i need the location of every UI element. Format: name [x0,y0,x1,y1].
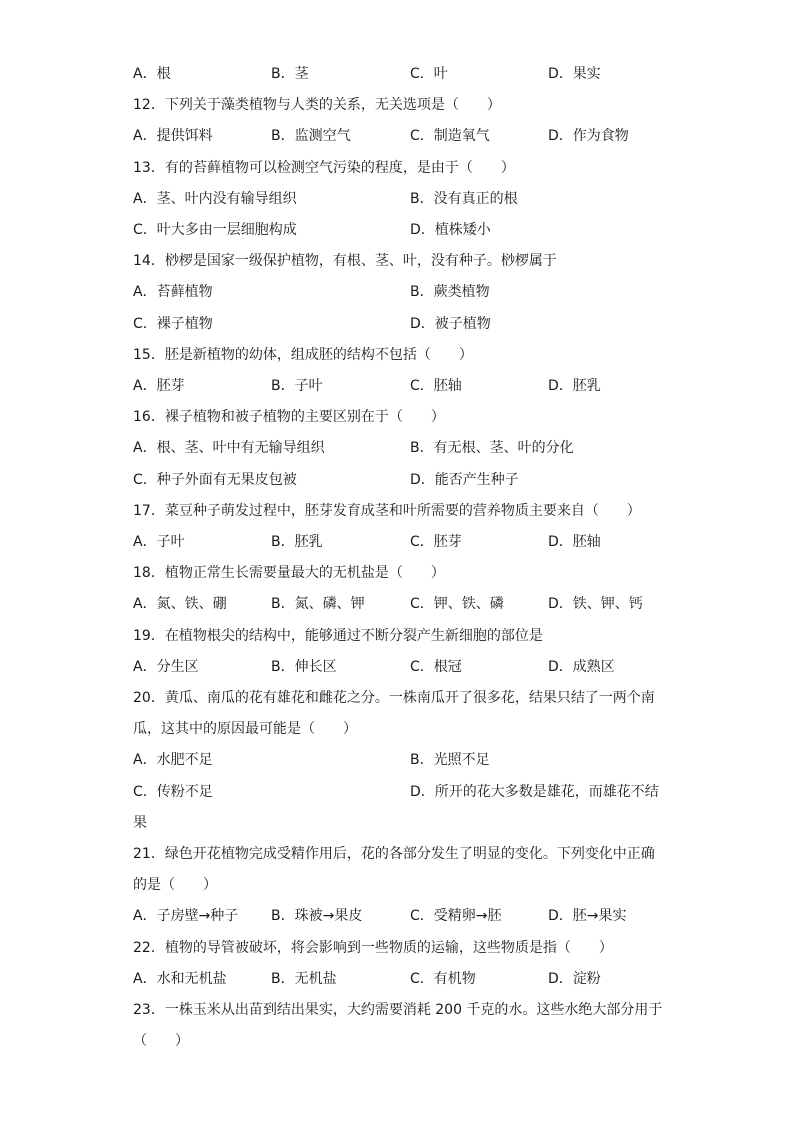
options-row [133,312,663,336]
options-row [133,655,663,679]
answer-option: D．胚→果实 [548,908,627,925]
answer-option: B．光照不足 [410,752,490,769]
answer-option: D．果实 [548,66,601,82]
answer-option: D．植株矮小 [410,222,491,238]
answer-option: B．氮、磷、钾 [271,596,365,613]
answer-option: B．茎 [271,66,309,82]
answer-option: D．成熟区 [548,658,615,675]
answer-option: B．珠被→果皮 [271,908,363,925]
answer-option: D．胚乳 [548,378,601,394]
answer-option: C．裸子植物 [133,315,213,332]
answer-option: C．有机物 [410,970,476,987]
answer-option: D．淀粉 [548,970,601,987]
answer-option: A．提供饵料 [133,128,213,145]
answer-option: C．受精卵→胚 [410,908,502,925]
answer-option: B．有无根、茎、叶的分化 [410,440,574,457]
options-row [133,967,663,991]
options-row [133,468,663,492]
answer-option: B．没有真正的根 [410,190,518,207]
options-row [133,218,663,242]
answer-option: A．苔藓植物 [133,284,213,301]
answer-option: A．根、茎、叶中有无输导组织 [133,440,325,457]
answer-option: B．监测空气 [271,128,351,145]
answer-option: A．水和无机盐 [133,970,227,987]
answer-option: C．根冠 [410,658,462,675]
answer-option: D．胚轴 [548,534,601,550]
question-text: 13．有的苔藓植物可以检测空气污染的程度，是由于（ ） [133,159,515,176]
question-text: （ ） [133,1033,189,1050]
answer-option: B．子叶 [271,378,323,394]
answer-option: A．氮、铁、硼 [133,596,227,613]
question-text: 19．在植物根尖的结构中，能够通过不断分裂产生新细胞的部位是 [133,627,543,644]
options-row [133,187,663,211]
answer-option: C．胚芽 [410,534,462,550]
options-row [133,904,663,928]
answer-option: A．茎、叶内没有输导组织 [133,190,297,207]
options-row [133,62,663,86]
answer-option: D．所开的花大多数是雄花，而雄花不结 [410,783,659,800]
answer-option: C．胚轴 [410,378,462,394]
question-text: 15．胚是新植物的幼体，组成胚的结构不包括（ ） [133,346,473,363]
answer-option: D．能否产生种子 [410,471,519,488]
question-text: 17．菜豆种子萌发过程中，胚芽发育成茎和叶所需要的营养物质主要来自（ ） [133,502,641,519]
answer-option: D．被子植物 [410,315,491,332]
options-row [133,374,663,398]
question-text: 14．桫椤是国家一级保护植物，有根、茎、叶，没有种子。桫椤属于 [133,253,557,270]
question-text: 23．一株玉米从出苗到结出果实，大约需要消耗 200 千克的水。这些水绝大部分用于 [133,1002,663,1018]
answer-option: C．制造氧气 [410,128,490,145]
question-text: 瓜，这其中的原因最可能是（ ） [133,721,357,738]
options-row [133,748,663,772]
question-text: 12．下列关于藻类植物与人类的关系，无关选项是（ ） [133,97,501,114]
question-text: 20．黄瓜、南瓜的花有雄花和雌花之分。一株南瓜开了很多花，结果只结了一两个南 [133,690,655,706]
question-text: 22．植物的导管被破坏，将会影响到一些物质的运输，这些物质是指（ ） [133,939,613,956]
answer-option: D．作为食物 [548,128,629,145]
answer-option: C．叶 [410,66,448,82]
answer-option: A．子房壁→种子 [133,908,239,925]
answer-option: A．胚芽 [133,378,185,394]
answer-option: C．钾、铁、磷 [410,596,504,613]
answer-option: B．蕨类植物 [410,284,490,301]
options-row [133,780,663,804]
options-row [133,436,663,460]
options-row [133,530,663,554]
question-text: 的是（ ） [133,877,217,894]
answer-option: B．胚乳 [271,534,323,550]
options-row [133,280,663,304]
answer-option: D．铁、钾、钙 [548,596,643,613]
answer-option: B．伸长区 [271,658,337,675]
answer-option: B．无机盐 [271,970,337,987]
question-text: 18．植物正常生长需要量最大的无机盐是（ ） [133,565,445,582]
question-text: 16．裸子植物和被子植物的主要区别在于（ ） [133,409,445,426]
answer-option: A．水肥不足 [133,752,213,769]
answer-option: A．分生区 [133,658,199,675]
answer-option: A．子叶 [133,534,185,550]
answer-option: A．根 [133,66,171,82]
answer-option: C．传粉不足 [133,783,213,800]
question-text: 果 [133,814,147,831]
answer-option: C．叶大多由一层细胞构成 [133,222,297,238]
answer-option: C．种子外面有无果皮包被 [133,471,297,488]
question-text: 21．绿色开花植物完成受精作用后，花的各部分发生了明显的变化。下列变化中正确 [133,846,655,862]
options-row [133,124,663,148]
options-row [133,592,663,616]
